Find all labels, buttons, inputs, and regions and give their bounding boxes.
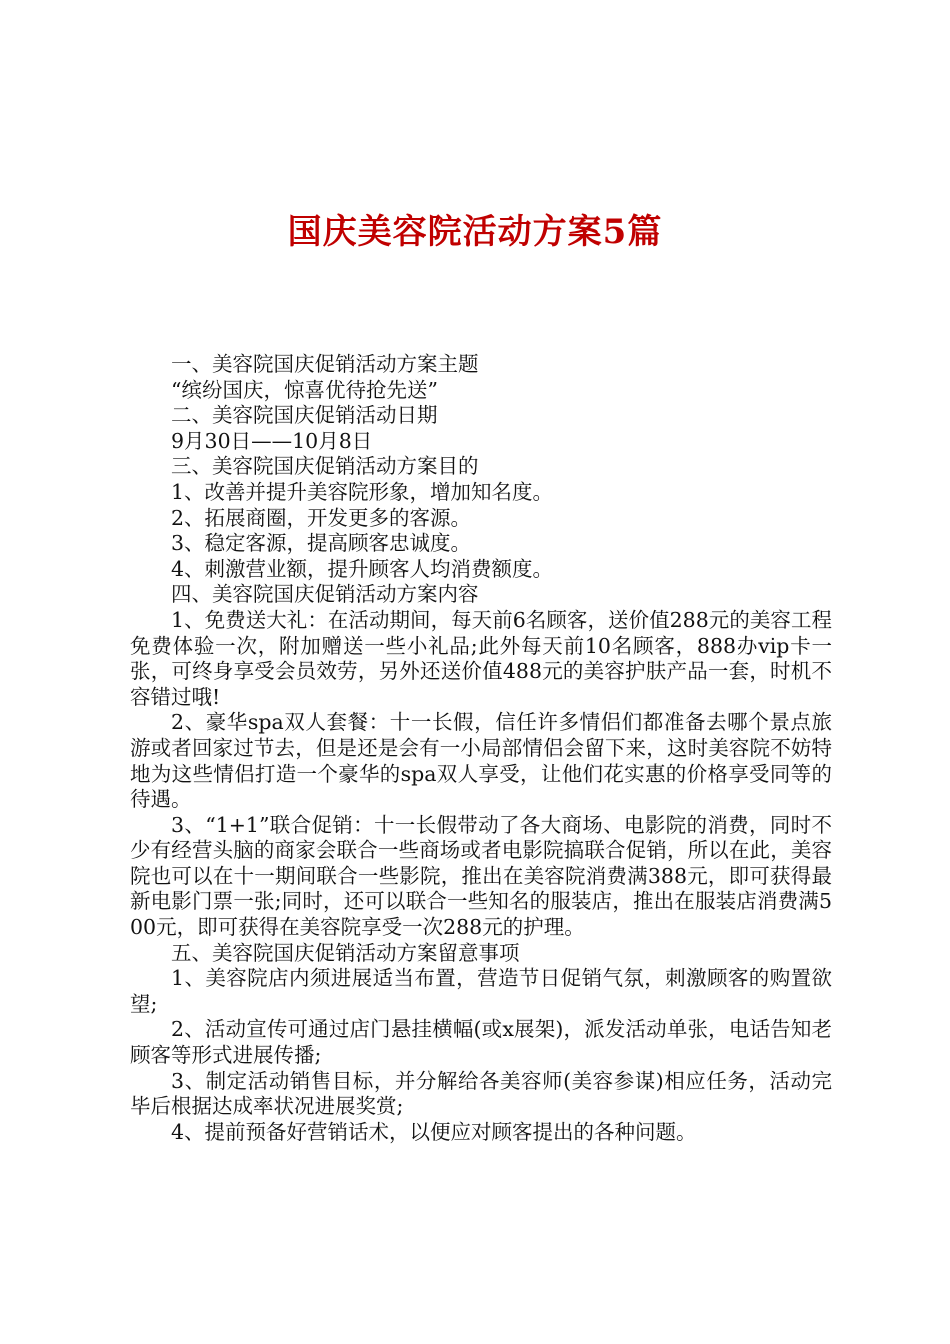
date-range: 9月30日——10月8日 — [171, 428, 373, 453]
goal-item: 1、改善并提升美容院形象，增加知名度。 — [171, 479, 554, 504]
section-heading-theme: 一、美容院国庆促销活动方案主题 — [171, 352, 479, 376]
content-item: 1、免费送大礼：在活动期间，每天前6名顾客，送价值288元的美容工程免费体验一次，附加赠送一些小礼品;此外每天前10名顾客，888办vip卡一张，可终身享受会员效劳，另外还送价值488元的美容护肤产品一套，时机不容错过哦! — [130, 607, 832, 709]
document-title: 国庆美容院活动方案5篇 — [287, 212, 663, 252]
note-item: 3、制定活动销售目标，并分解给各美容师(美容参谋)相应任务，活动完毕后根据达成率状况进展奖赏; — [130, 1068, 832, 1119]
section-heading-date: 二、美容院国庆促销活动日期 — [171, 403, 438, 428]
document-body — [130, 352, 832, 1145]
note-item: 4、提前预备好营销话术，以便应对顾客提出的各种问题。 — [171, 1119, 697, 1144]
goal-item: 3、稳定客源，提高顾客忠诚度。 — [171, 531, 472, 556]
goal-item: 4、刺激营业额，提升顾客人均消费额度。 — [171, 556, 554, 581]
section-heading-notes: 五、美容院国庆促销活动方案留意事项 — [171, 940, 520, 965]
section-heading-content: 四、美容院国庆促销活动方案内容 — [171, 582, 479, 607]
note-item: 2、活动宣传可通过店门悬挂横幅(或x展架)，派发活动单张，电话告知老顾客等形式进展传播; — [130, 1017, 832, 1068]
content-item: 3、“1+1”联合促销：十一长假带动了各大商场、电影院的消费，同时不少有经营头脑的商家会联合一些商场或者电影院搞联合促销，所以在此，美容院也可以在十一期间联合一些影院，推出在美容院消费满388元，即可获得最新电影门票一张;同时，还可以联合一些知名的服装店，推出在服装店消费满500元，即可获得在美容院享受一次288元的护理。 — [130, 812, 832, 940]
section-heading-goals: 三、美容院国庆促销活动方案目的 — [171, 454, 479, 479]
content-item: 2、豪华spa双人套餐：十一长假，信任许多情侣们都准备去哪个景点旅游或者回家过节去，但是还是会有一小局部情侣会留下来，这时美容院不妨特地为这些情侣打造一个豪华的spa双人享受，让他们花实惠的价格享受同等的待遇。 — [130, 710, 832, 812]
goal-item: 2、拓展商圈，开发更多的客源。 — [171, 505, 472, 530]
note-item: 1、美容院店内须进展适当布置，营造节日促销气氛，刺激顾客的购置欲望; — [130, 966, 832, 1016]
theme-slogan: “缤纷国庆，惊喜优待抢先送” — [171, 377, 438, 402]
